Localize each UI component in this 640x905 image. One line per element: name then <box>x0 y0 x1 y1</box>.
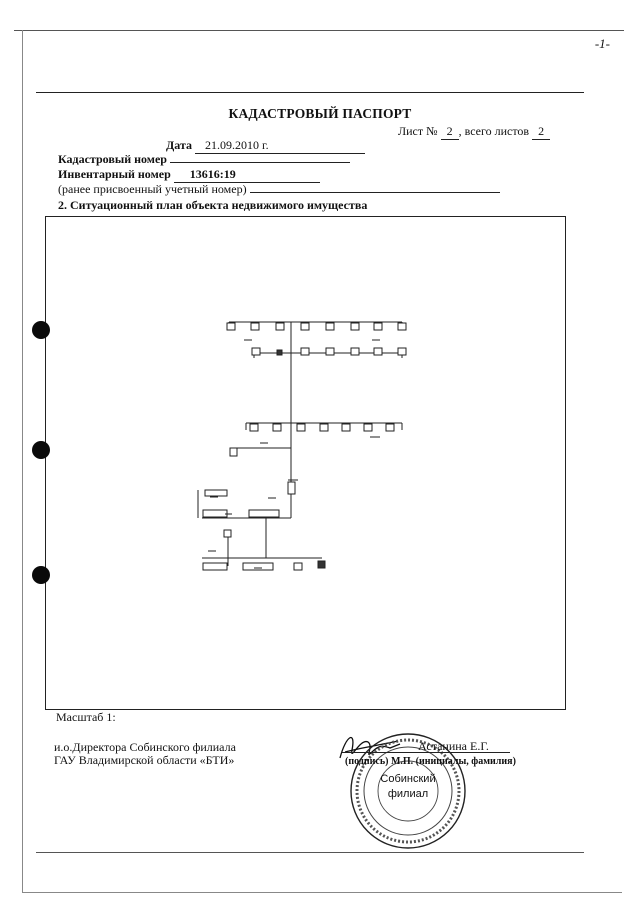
stamp-line-2: филиал <box>387 788 429 800</box>
stamp-text <box>372 772 444 802</box>
date-label: Дата <box>166 138 192 152</box>
binder-hole <box>32 441 50 459</box>
scale-label: Масштаб 1: <box>56 710 116 724</box>
signatory-position-1: и.о.Директора Собинского филиала <box>54 740 236 754</box>
sheet-number: 2 <box>441 124 459 140</box>
sheet-label: Лист № <box>398 124 438 138</box>
signature-caption: (подпись) М.П. (инициалы, фамилия) <box>345 756 516 767</box>
date-value: 21.09.2010 г. <box>195 138 365 154</box>
sheet-total: 2 <box>532 124 550 140</box>
signatory-name: Астанина Е.Г. <box>418 739 489 753</box>
section-heading: 2. Ситуационный план объекта недвижимого имущества <box>58 198 368 212</box>
binder-hole <box>32 566 50 584</box>
cadastral-label: Кадастровый номер <box>58 152 167 166</box>
inventory-label: Инвентарный номер <box>58 167 171 181</box>
page-number-mark: -1- <box>594 36 610 51</box>
footer-rule <box>36 852 584 853</box>
stamp-line-1: Собинский <box>380 773 436 785</box>
binder-hole <box>32 321 50 339</box>
sheet-total-label: , всего листов <box>458 124 530 138</box>
previous-number-label: (ранее присвоенный учетный номер) <box>58 182 247 196</box>
inventory-value: 13616:19 <box>174 167 320 183</box>
signatory-position-2: ГАУ Владимирской области «БТИ» <box>54 753 235 767</box>
document-title: КАДАСТРОВЫЙ ПАСПОРТ <box>228 106 412 121</box>
